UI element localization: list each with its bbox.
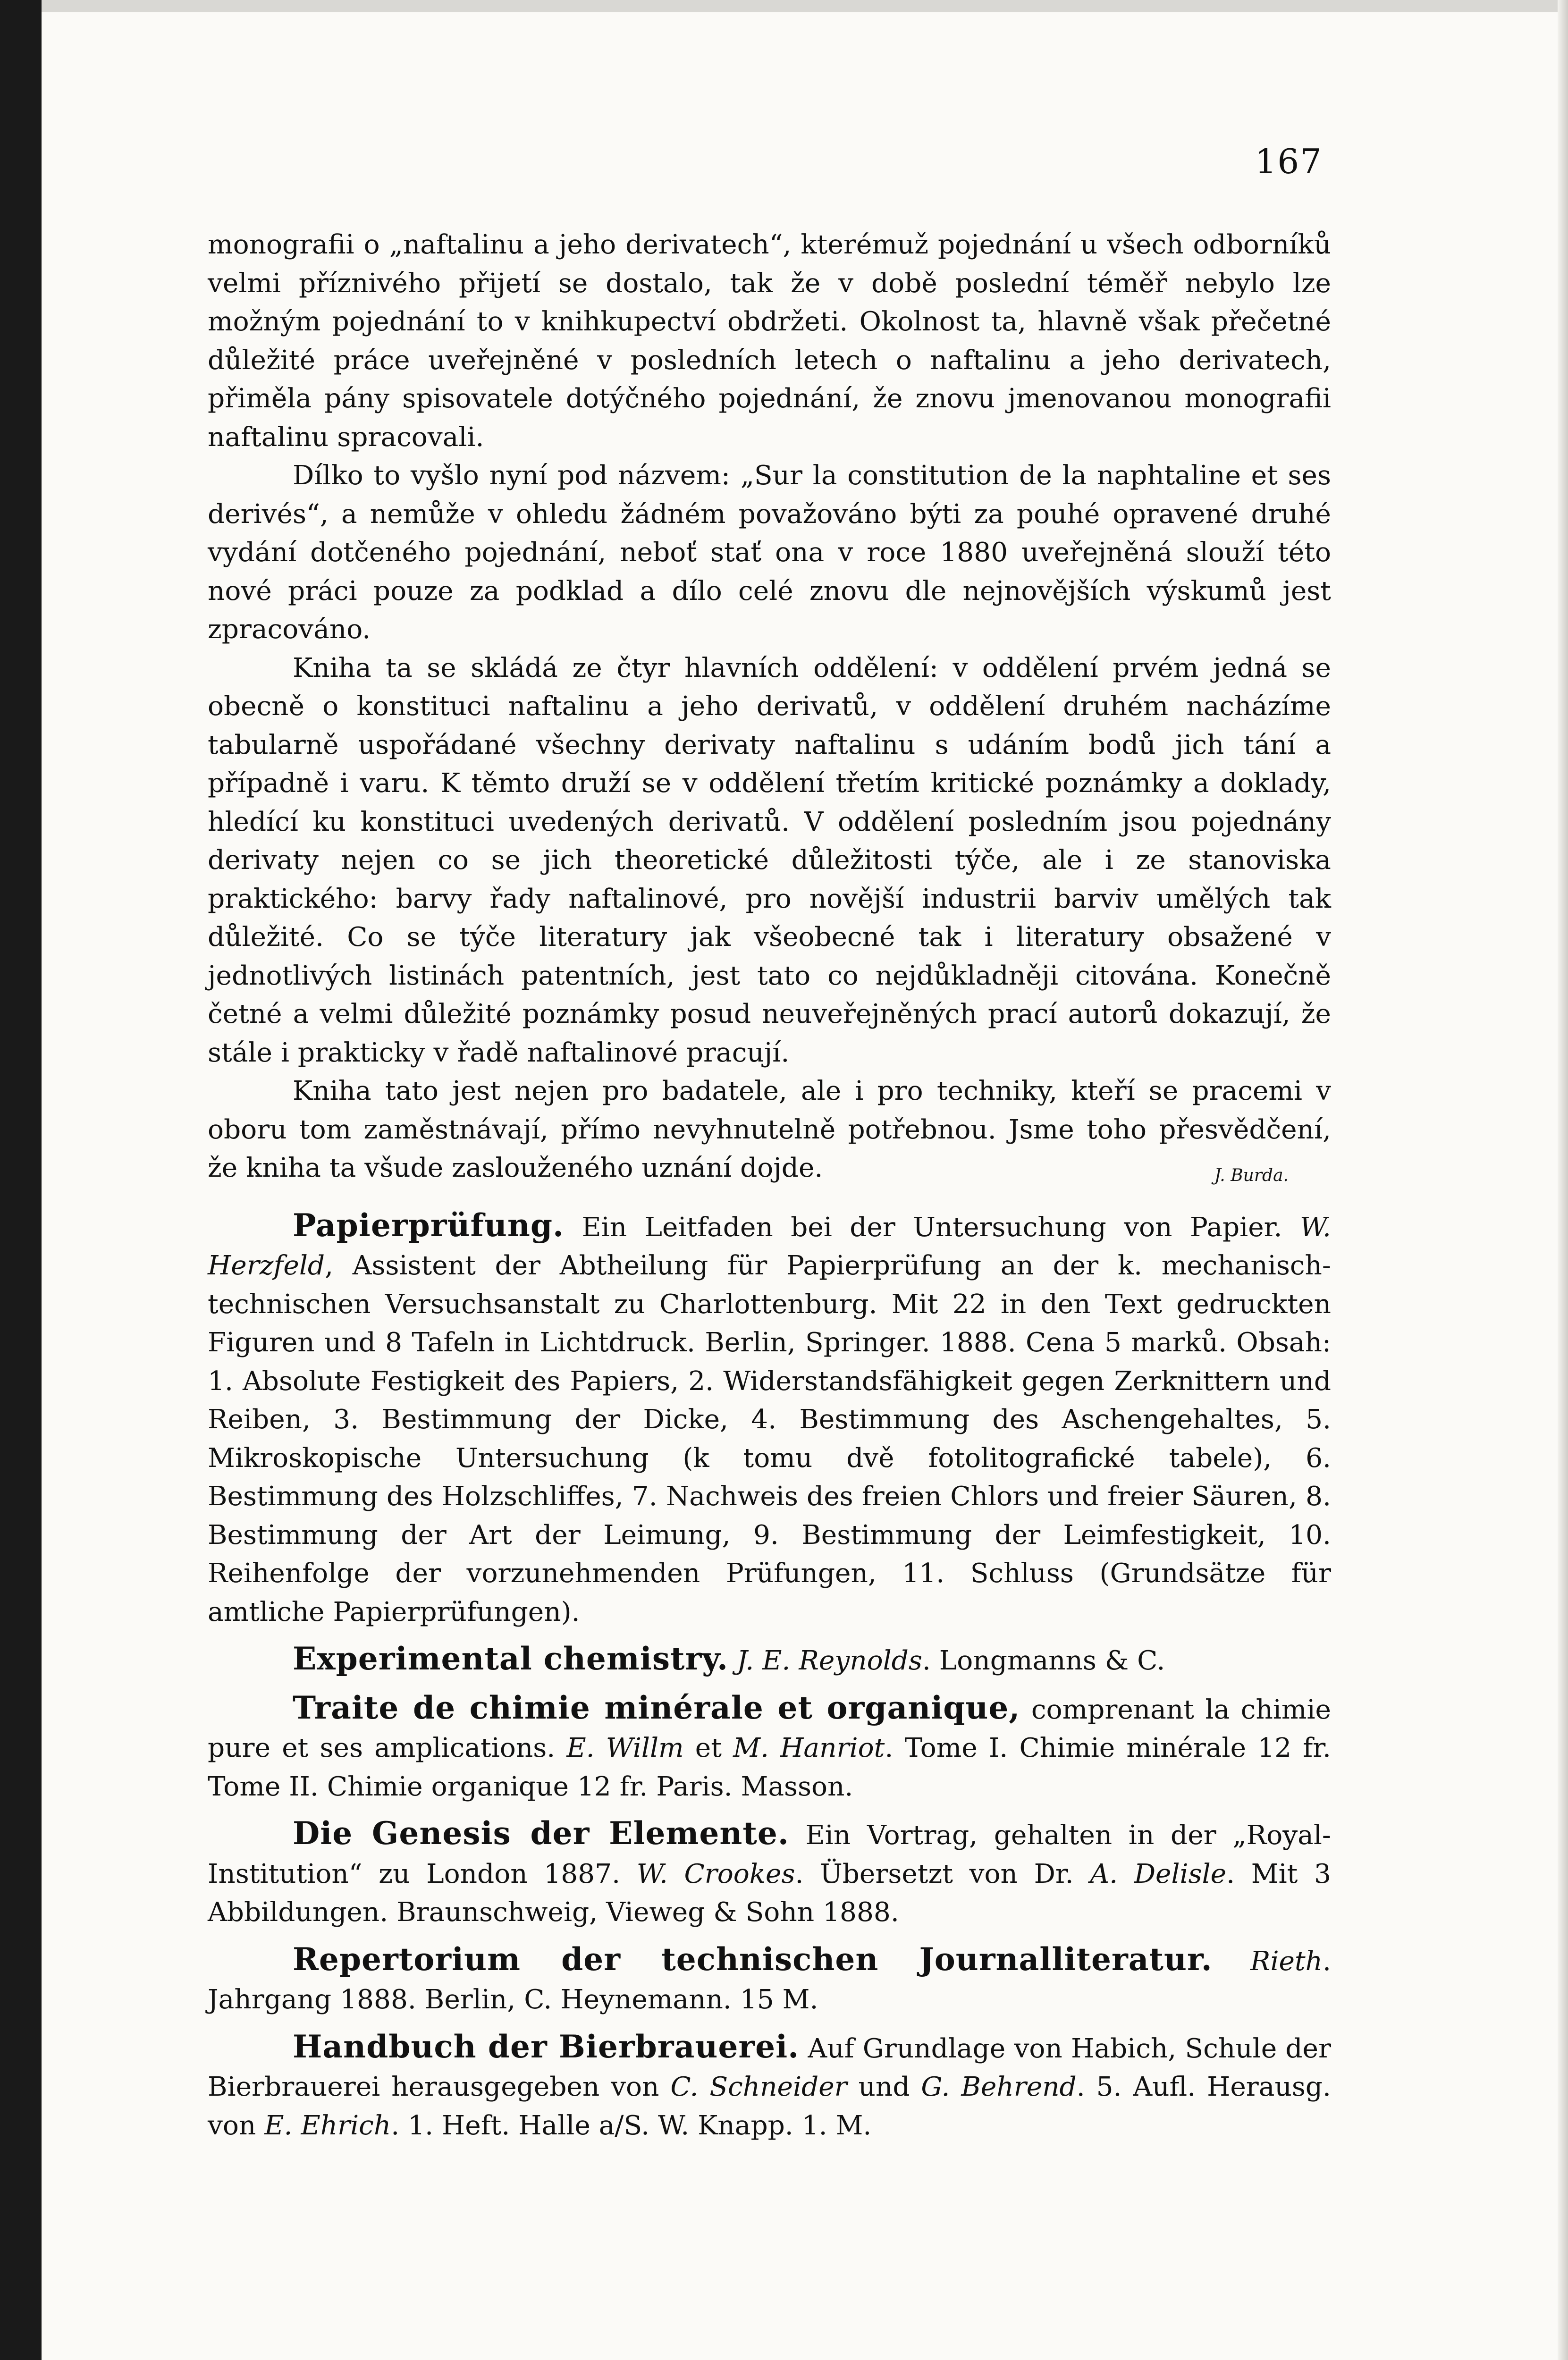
entry-text: . Tome I. Chimie minérale 12 fr. Tome II. Chimie organique 12 fr. Paris. Masson. xyxy=(208,1733,1332,1802)
entry-text: . Longmanns & C. xyxy=(922,1645,1165,1676)
entry-heading: Die Genesis der Elemente. xyxy=(293,1815,789,1852)
entry-text: . 5. Aufl. Herausg. von xyxy=(208,2072,1332,2141)
entry-text: . 1. Heft. Halle a/S. W. Knapp. 1. M. xyxy=(391,2110,872,2141)
bibliography-section xyxy=(208,1206,1331,2145)
entry-heading: Handbuch der Bierbrauerei. xyxy=(293,2028,800,2065)
entry-heading: Traite de chimie minérale et organique, xyxy=(293,1689,1020,1726)
entry-author: G. Behrend xyxy=(921,2072,1077,2102)
review-paragraph: monografii o „naftalinu a jeho derivatech“, kterémuž pojednání u všech odborníků velmi příznivého přijetí se dostalo, tak že v době poslední téměř nebylo lze možným pojednání to v knihkupectví obdržeti. Okolnost ta, hlavně však přečetné důležité práce uveřejněné v posledních letech o naftalinu a jeho derivatech, přiměla pány spisovatele dotýčného pojednání, že znovu jmenovanou monografii naftalinu spracovali. xyxy=(208,229,1331,453)
entry-text: , Assistent der Abtheilung für Papierprüfung an der k. mechanisch-technischen Versuchsanstalt zu Charlottenburg. Mit 22 in den Text gedruckten Figuren und 8 Tafeln in Lichtdruck. Berlin, Springer. 1888. Cena 5 marků. Obsah: 1. Absolute Festigkeit des Papiers, 2. Widerstandsfähigkeit gegen Zerknittern und Reiben, 3. Bestimmung der Dicke, 4. Bestimmung des Aschengehaltes, 5. Mikroskopische Untersuchung (k tomu dvě fotolitografické tabele), 6. Bestimmung des Holzschliffes, 7. Nachweis des freien Chlors und freier Säuren, 8. Bestimmung der Art der Leimung, 9. Bestimmung der Leimfestigkeit, 10. Reihenfolge der vorzunehmenden Prüfungen, 11. Schluss (Grundsätze für amtliche Papierprüfungen). xyxy=(208,1250,1331,1627)
entry-text: . Jahrgang 1888. Berlin, C. Heynemann. 15 M. xyxy=(208,1946,1332,2015)
entry-author: W. Crookes xyxy=(636,1858,795,1889)
entry-author: C. Schneider xyxy=(670,2072,847,2102)
scan-top-edge xyxy=(0,0,1568,12)
review-paragraph-text: Kniha tato jest nejen pro badatele, ale i pro techniky, kteří se pracemi v oboru tom zaměstnávají, přímo nevyhnutelně potřebnou. Jsme toho přesvědčení, že kniha ta všude zaslouženého uznání dojde. xyxy=(208,1076,1331,1183)
entry-heading: Papierprüfung. xyxy=(293,1206,564,1244)
page-fold-shadow xyxy=(1558,0,1568,2360)
entry-author: Rieth xyxy=(1250,1946,1323,1977)
entry-author: A. Delisle xyxy=(1090,1858,1227,1889)
entry-text: Ein Leitfaden bei der Untersuchung von Papier. xyxy=(564,1212,1300,1243)
page-content xyxy=(208,226,1331,2145)
entry-text: et xyxy=(683,1733,733,1763)
review-signature: J. Burda. xyxy=(1214,1166,1289,1185)
entry-heading: Repertorium der technischen Journalliteratur. xyxy=(293,1940,1213,1978)
page-number: 167 xyxy=(1255,142,1323,181)
scan-binding-edge xyxy=(0,0,42,2360)
entry-author: E. Ehrich xyxy=(264,2110,391,2141)
review-paragraph: Kniha ta se skládá ze čtyr hlavních oddělení: v oddělení prvém jedná se obecně o konstituci naftalinu a jeho derivatů, v oddělení druhém nacházíme tabularně uspořádané všechny derivaty naftalinu s udáním bodů jich tání a případně i varu. K těmto druží se v oddělení třetím kritické poznámky a doklady, hledící ku konstituci uvedených derivatů. V oddělení posledním jsou pojednány derivaty nejen co se jich theoretické důležitosti týče, ale i ze stanoviska praktického: barvy řady naftalinové, pro novější industrii barviv umělých tak důležité. Co se týče literatury jak všeobecné tak i literatury obsažené v jednotlivých listinách patentních, jest tato co nejdůkladněji citována. Konečně četné a velmi důležité poznámky posud neuveřejněných prací autorů dokazují, že stále i prakticky v řadě naftalinové pracují. xyxy=(208,652,1331,1068)
entry-author: E. Willm xyxy=(566,1733,684,1763)
review-paragraph-last xyxy=(208,1072,1331,1188)
bibliography-entry xyxy=(208,1940,1331,2019)
review-paragraph: Dílko to vyšlo nyní pod názvem: „Sur la constitution de la naphtaline et ses derivés“, a nemůže v ohledu žádném považováno býti za pouhé opravené druhé vydání dotčeného pojednání, neboť stať ona v roce 1880 uveřejněná slouží této nové práci pouze za podklad a dílo celé znovu dle nejnovějších výskumů jest zpracováno. xyxy=(208,460,1331,645)
entry-author: W. Herzfeld xyxy=(208,1212,1331,1281)
entry-text: . Mit 3 Abbildungen. Braunschweig, Vieweg & Sohn 1888. xyxy=(208,1858,1331,1928)
entry-text: Auf Grundlage von Habich, Schule der Bierbrauerei herausgegeben von xyxy=(208,2033,1332,2102)
entry-text xyxy=(728,1645,737,1676)
bibliography-entry xyxy=(208,1689,1331,1806)
bibliography-entry xyxy=(208,2028,1331,2145)
entry-author: J. E. Reynolds xyxy=(736,1645,922,1676)
entry-text: . Übersetzt von Dr. xyxy=(795,1858,1090,1889)
bibliography-entry xyxy=(208,1640,1331,1680)
entry-text: und xyxy=(847,2072,921,2102)
entry-text: Ein Vortrag, gehalten in der „Royal-Institution“ zu London 1887. xyxy=(208,1820,1331,1889)
entry-heading: Experimental chemistry. xyxy=(293,1640,728,1677)
entry-text: comprenant la chimie pure et ses amplications. xyxy=(208,1694,1331,1763)
entry-author: M. Hanriot xyxy=(733,1733,885,1763)
entry-text xyxy=(1213,1946,1250,1977)
bibliography-entry xyxy=(208,1206,1331,1632)
review-section xyxy=(208,226,1331,1188)
bibliography-entry xyxy=(208,1814,1331,1932)
